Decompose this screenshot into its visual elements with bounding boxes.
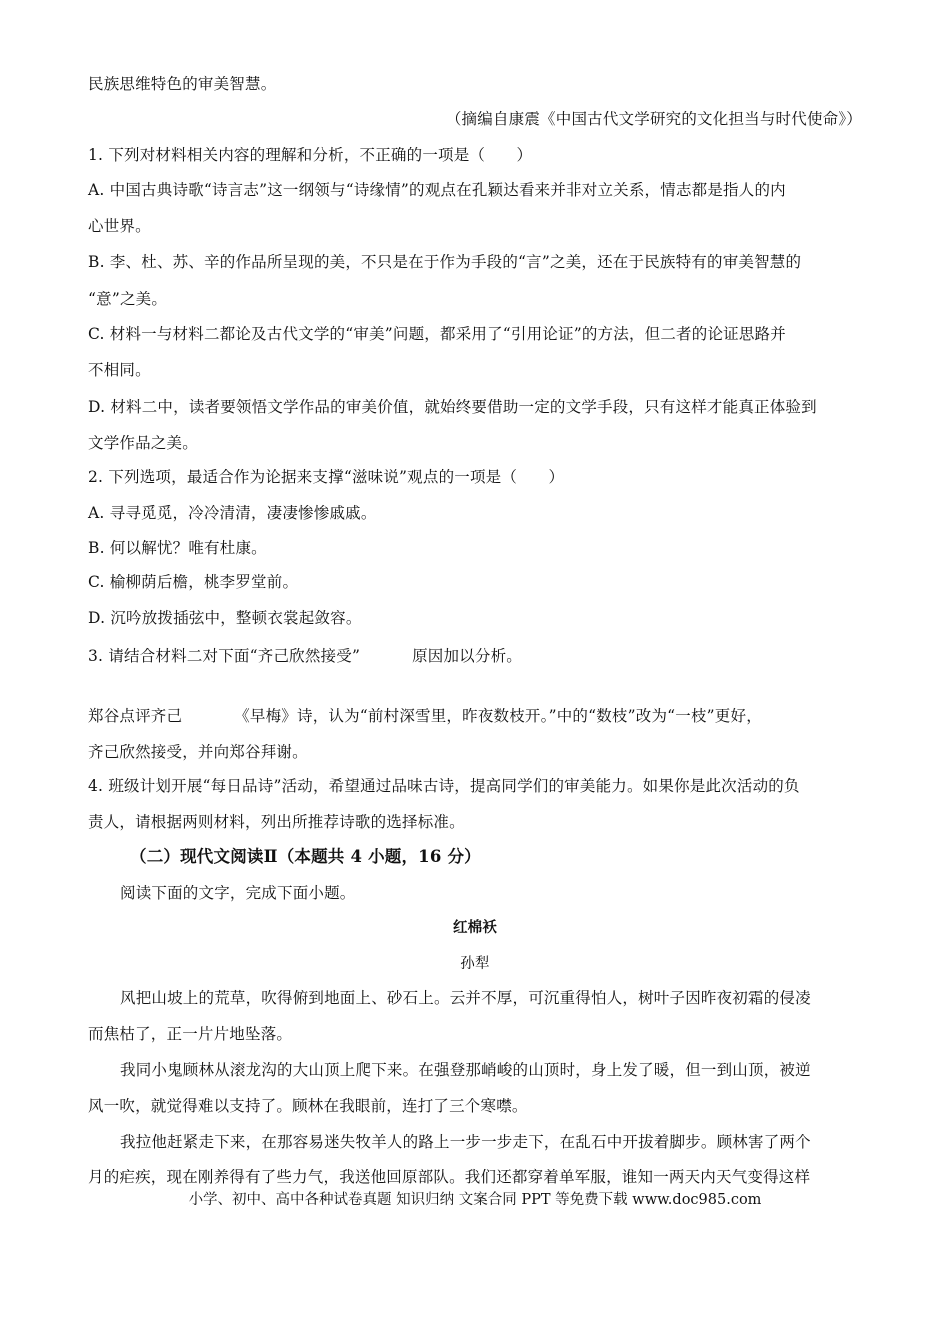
question-2: 2. 下列选项，最适合作为论据来支撑“滋味说”观点的一项是（ ） [88,468,565,486]
option-2d: D. 沉吟放拨插弦中，整顿衣裳起敛容。 [88,609,362,627]
option-1d: D. 材料二中，读者要领悟文学作品的审美价值，就始终要借助一定的文学手段，只有这样才能真正体验到 [88,398,817,416]
question-3-part-a: 3. 请结合材料二对下面“齐己欣然接受” [88,647,361,665]
paragraph-3: 我拉他赶紧走下来，在那容易迷失牧羊人的路上一步一步走下，在乱石中开拔着脚步。顾林害了两个 [120,1133,811,1151]
paragraph-1: 风把山坡上的荒草，吹得俯到地面上、砂石上。云并不厚，可沉重得怕人，树叶子因昨夜初霜的侵凌 [120,989,811,1007]
question-3-material [88,705,863,727]
option-1b: B. 李、杜、苏、辛的作品所呈现的美，不只是在于作为手段的“言”之美，还在于民族特有的审美智慧的 [88,253,802,271]
article-author: 孙犁 [460,956,490,972]
option-1a: A. 中国古典诗歌“诗言志”这一纲领与“诗缘情”的观点在孔颖达看来并非对立关系，情志都是指人的内 [88,181,786,199]
option-2b: B. 何以解忧？唯有杜康。 [88,539,267,557]
source-citation: （摘编自康震《中国古代文学研究的文化担当与时代使命》） [445,110,862,128]
question-1: 1. 下列对材料相关内容的理解和分析，不正确的一项是（ ） [88,146,533,164]
option-1d-cont: 文学作品之美。 [88,434,198,452]
option-1b-cont: “意”之美。 [88,290,168,308]
question-4: 4. 班级计划开展“每日品诗”活动，希望通过品味古诗，提高同学们的审美能力。如果你是此次活动的负 [88,777,800,795]
section-intro: 阅读下面的文字，完成下面小题。 [120,884,356,902]
option-1c: C. 材料一与材料二都论及古代文学的“审美”问题，都采用了“引用论证”的方法，但二者的论证思路并 [88,325,786,343]
option-2c: C. 榆柳荫后檐，桃李罗堂前。 [88,573,299,591]
question-3-part-b: 原因加以分析。 [412,647,522,665]
material-part-a: 郑谷点评齐己 [88,707,183,725]
option-1a-cont: 心世界。 [88,217,151,235]
option-2a: A. 寻寻觅觅，冷冷清清，凄凄惨惨戚戚。 [88,504,377,522]
paragraph-2-cont: 风一吹，就觉得难以支持了。顾林在我眼前，连打了三个寒噤。 [88,1097,528,1115]
text-line: 民族思维特色的审美智慧。 [88,75,277,93]
question-3-material-cont: 齐己欣然接受，并向郑谷拜谢。 [88,743,308,761]
question-4-cont: 责人，请根据两则材料，列出所推荐诗歌的选择标准。 [88,813,465,831]
material-part-b: 《早梅》诗，认为“前村深雪里，昨夜数枝开。”中的“数枝”改为“一枝”更好， [234,707,762,725]
paragraph-2: 我同小鬼顾林从滚龙沟的大山顶上爬下来。在强登那峭峻的山顶时，身上发了暖，但一到山顶，被逆 [120,1061,811,1079]
question-3 [88,645,863,667]
paragraph-1-cont: 而焦枯了，正一片片地坠落。 [88,1025,293,1043]
option-1c-cont: 不相同。 [88,361,151,379]
article-title: 红棉袄 [452,919,498,936]
section-heading: （二）现代文阅读Ⅱ（本题共 4 小题，16 分） [130,847,481,866]
paragraph-3-cont: 月的疟疾，现在刚养得有了些力气，我送他回原部队。我们还都穿着单军服，谁知一两天内天气变得这样 [88,1168,811,1186]
page-footer: 小学、初中、高中各种试卷真题 知识归纳 文案合同 PPT 等免费下载 www.doc985.com [188,1192,762,1208]
